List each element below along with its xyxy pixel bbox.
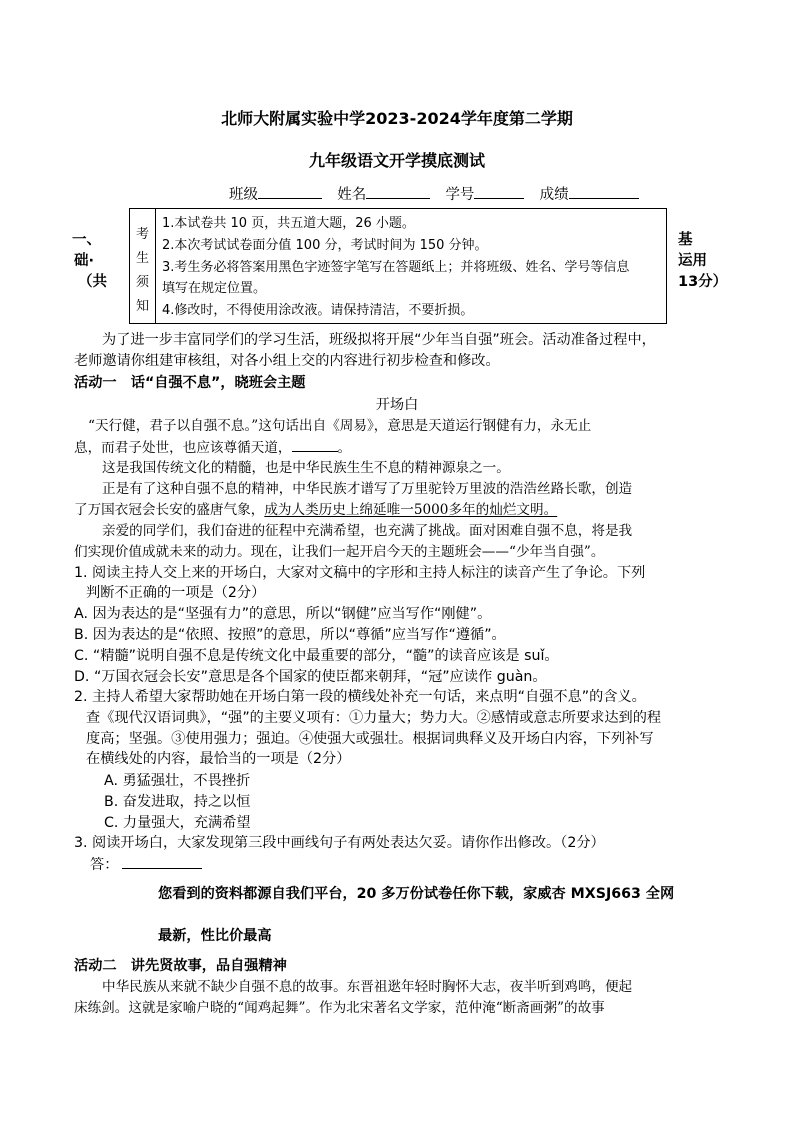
q1-option-b: B. 因为表达的是“依照、按照”的意思，所以“尊循”应当写作“遵循”。 (74, 627, 506, 643)
q2-stem-line4: 在横线处的内容，最恰当的一项是（2分） (86, 751, 351, 767)
section1-num: 一、 (72, 232, 101, 248)
intro-line: 老师邀请你组建审核组，对各小组上交的内容进行初步检查和修改。 (74, 353, 500, 369)
q1-stem-line1: 1. 阅读主持人交上来的开场白，大家对文稿中的字形和主持人标注的读音产生了争论。下列 (74, 565, 646, 581)
q3-answer-label: 答： (90, 857, 119, 873)
speech-p1-end: 。 (337, 440, 352, 456)
q2-dictionary-senses-cont: 度高；坚强。③使用强力；强迫。④使强大或强壮。 (86, 731, 413, 747)
score-blank[interactable] (569, 184, 639, 199)
speech-p3-line2 (74, 500, 557, 520)
notice-label-char: 知 (136, 299, 150, 314)
speech-p1-text: 息，而君子处世，也应该尊循天道， (74, 440, 292, 456)
ad-line1: 您看到的资料都源自我们平台，20 多万份试卷任你下载，家威杏 MXSJ663 全网 (158, 886, 675, 902)
q2-stem-text: 查《现代汉语词典》，“强”的主要义项有： (86, 710, 349, 726)
activity1-heading: 活动一 话“自强不息”，晓班会主题 (74, 375, 306, 391)
name-blank[interactable] (366, 184, 430, 199)
activity2-line2: 床练剑。这就是家喻户晓的“闻鸡起舞”。作为北宋著名文学家，范仲淹“断斋画粥”的故事 (74, 1000, 605, 1016)
q2-option-a: A. 勇猛强壮，不畏挫折 (104, 773, 251, 789)
ad-line2: 最新，性比价最高 (158, 928, 272, 944)
notice-label-char: 考 (136, 227, 150, 242)
q3-answer-blank[interactable] (122, 854, 202, 869)
q2-option-b: B. 奋发进取，持之以恒 (104, 794, 251, 810)
q2-stem-line3 (86, 729, 654, 749)
q3-stem: 3. 阅读开场白，大家发现第三段中画线句子有两处表达欠妥。请你作出修改。（2分） (74, 835, 605, 851)
exam-subtitle: 九年级语文开学摸底测试 (308, 151, 485, 170)
notice-item: 2.本次考试试卷面分值 100 分，考试时间为 150 分钟。 (162, 238, 488, 253)
speech-p4-line1: 亲爱的同学们，我们奋进的征程中充满希望，也充满了挑战。面对困难自强不息，将是我 (102, 523, 633, 539)
speech-underlined-sentence: 成为人类历史上绵延唯一5000多年的灿烂文明。 (264, 502, 558, 518)
field-name-label: 姓名 (337, 187, 367, 203)
speech-p4-line2: 们实现价值成就未来的动力。现在，让我们一起开启今天的主题班会——“少年当自强”。 (74, 544, 605, 560)
section1-right-frag1: 基 (678, 232, 693, 248)
field-class-label: 班级 (229, 187, 258, 203)
q1-option-a: A. 因为表达的是“坚强有力”的意思，所以“钢健”应当写作“刚健”。 (74, 606, 492, 622)
exam-title: 北师大附属实验中学2023-2024学年度第二学期 (221, 109, 573, 128)
field-id-label: 学号 (445, 187, 475, 203)
speech-p1-line1: “天行健，君子以自强不息。”这句话出自《周易》，意思是天道运行钢健有力，永无止 (88, 418, 592, 434)
notice-item: 填写在规定位置。 (162, 281, 267, 296)
speech-p3-line1: 正是有了这种自强不息的精神，中华民族才谱写了万里驼铃万里波的浩浩丝路长歌，创造 (102, 481, 633, 497)
q2-dictionary-senses: ①力量大；势力大。②感情或意志所要求达到的程 (348, 710, 662, 726)
activity2-line1: 中华民族从来就不缺少自强不息的故事。东晋祖逖年轻时胸怀大志，夜半听到鸡鸣，便起 (102, 979, 633, 995)
q2-option-c: C. 力量强大，充满希望 (104, 815, 251, 831)
section1-left-frag1: 础· (74, 253, 95, 269)
q1-stem-line2: 判断不正确的一项是（2分） (86, 585, 266, 601)
notice-label-column (130, 209, 156, 323)
q2-stem-text: 根据词典释义及开场白内容，下列补写 (412, 731, 654, 747)
speech-p1-line2 (74, 437, 351, 458)
notice-label-char: 须 (136, 275, 150, 290)
section1-left-frag2: （共 (78, 274, 107, 290)
notice-item: 3.考生务必将答案用黑色字迹签字笔写在答题纸上；并将班级、姓名、学号等信息 (162, 260, 630, 275)
class-blank[interactable] (258, 184, 322, 199)
section1-right-frag2: 运用 (678, 253, 707, 269)
speech-fill-blank[interactable] (292, 437, 338, 452)
opening-speech-title: 开场白 (375, 397, 419, 413)
q1-option-c: C. “精髓”说明自强不息是传统文化中最重要的部分，“髓”的读音应该是 suǐ。 (74, 648, 559, 664)
exam-notice-box (129, 208, 667, 324)
q3-answer (90, 854, 202, 875)
notice-label-char: 生 (136, 251, 150, 266)
speech-p3-text: 了万国衣冠会长安的盛唐气象， (74, 502, 265, 518)
student-info-fields (229, 184, 639, 205)
intro-line: 为了进一步丰富同学们的学习生活，班级拟将开展“少年当自强”班会。活动准备过程中， (102, 332, 656, 348)
notice-item: 4.修改时，不得使用涂改液。请保持清洁，不要折损。 (162, 303, 474, 318)
field-score-label: 成绩 (539, 187, 569, 203)
speech-p2: 这是我国传统文化的精髓，也是中华民族生生不息的精神源泉之一。 (102, 460, 510, 476)
section1-right-frag3: 13分） (678, 274, 728, 290)
notice-item: 1.本试卷共 10 页，共五道大题，26 小题。 (162, 216, 415, 231)
activity2-heading: 活动二 讲先贤故事，品自强精神 (74, 958, 287, 974)
q2-stem-line1: 2. 主持人希望大家帮助她在开场白第一段的横线处补充一句话，来点明“自强不息”的含义。 (74, 689, 646, 705)
id-blank[interactable] (474, 184, 524, 199)
q1-option-d: D. “万国衣冠会长安”意思是各个国家的使臣都来朝拜，“冠”应读作 guàn。 (74, 669, 547, 685)
q2-stem-line2 (86, 708, 661, 728)
